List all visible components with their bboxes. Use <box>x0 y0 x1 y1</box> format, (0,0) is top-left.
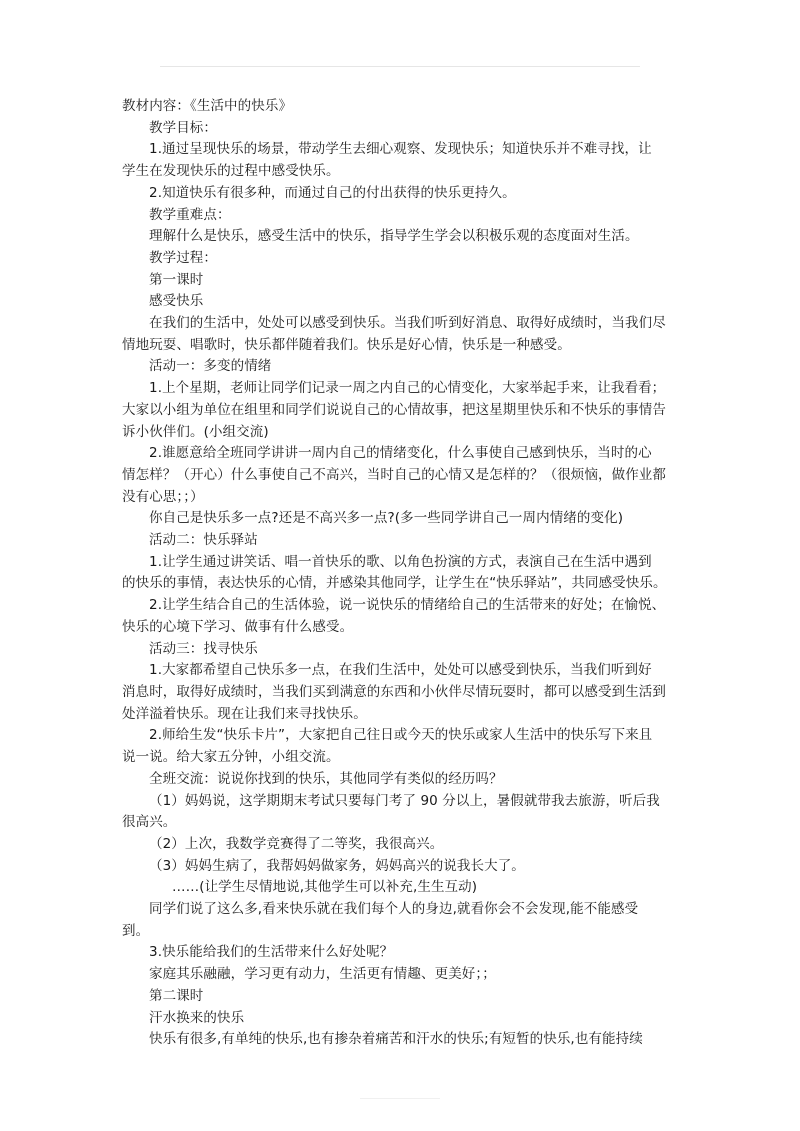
paragraph-line: 快乐的心境下学习、做事有什么感受。 <box>122 618 354 635</box>
header-rule <box>160 66 640 67</box>
paragraph-line: 1.让学生通过讲笑话、唱一首快乐的歌、以角色扮演的方式，表演自己在生活中遇到 <box>149 553 652 570</box>
paragraph-line: 很高兴。 <box>122 814 177 831</box>
paragraph-line: ……(让学生尽情地说,其他学生可以补充,生生互动) <box>172 879 478 896</box>
paragraph-line: 情地玩耍、唱歌时，快乐都伴随着我们。快乐是好心情，快乐是一种感受。 <box>122 336 571 353</box>
list-item: （2）上次，我数学竞赛得了二等奖，我很高兴。 <box>149 835 444 852</box>
list-item: （3）妈妈生病了，我帮妈妈做家务，妈妈高兴的说我长大了。 <box>149 857 525 874</box>
paragraph-line: 3.快乐能给我们的生活带来什么好处呢？ <box>149 944 394 961</box>
paragraph-line: 2.师给生发“快乐卡片”，大家把自己往日或今天的快乐或家人生活中的快乐写下来且 <box>149 727 653 744</box>
paragraph-line: 同学们说了这么多,看来快乐就在我们每个人的身边,就看你会不会发现,能不能感受 <box>149 901 639 918</box>
paragraph-line: 处洋溢着快乐。现在让我们来寻找快乐。 <box>122 705 367 722</box>
lesson-period-heading: 第二课时 <box>149 987 204 1004</box>
paragraph-line: 消息时，取得好成绩时，当我们买到满意的东西和小伙伴尽情玩耍时，都可以感受到生活到 <box>122 683 666 700</box>
paragraph-line: 理解什么是快乐，感受生活中的快乐，指导学生学会以积极乐观的态度面对生活。 <box>149 228 639 245</box>
paragraph-line: 没有心思；；） <box>122 488 204 505</box>
paragraph-line: 2.让学生结合自己的生活体验，说一说快乐的情绪给自己的生活带来的好处；在愉悦、 <box>149 597 666 614</box>
paragraph-line: 2.谁愿意给全班同学讲讲一周内自己的情绪变化，什么事使自己感到快乐，当时的心 <box>149 445 652 462</box>
section-heading-process: 教学过程： <box>149 249 217 266</box>
paragraph-line: 你自己是快乐多一点?还是不高兴多一点?(多一些同学讲自己一周内情绪的变化) <box>149 510 624 527</box>
paragraph-line: 诉小伙伴们。(小组交流) <box>122 423 269 440</box>
lesson-period-heading: 第一课时 <box>149 271 204 288</box>
paragraph-line: 家庭其乐融融，学习更有动力，生活更有情趣、更美好；； <box>149 966 496 983</box>
paragraph-line: 大家以小组为单位在组里和同学们说说自己的心情故事，把这星期里快乐和不快乐的事情告 <box>122 401 666 418</box>
paragraph-line: 1.大家都希望自己快乐多一点，在我们生活中，处处可以感受到快乐，当我们听到好 <box>149 662 652 679</box>
section-heading-objectives: 教学目标： <box>149 119 217 136</box>
lesson-title: 教材内容：《生活中的快乐》 <box>122 98 293 114</box>
subsection-heading: 感受快乐 <box>149 293 204 310</box>
activity-heading: 活动一：多变的情绪 <box>149 358 272 375</box>
paragraph-line: 快乐有很多,有单纯的快乐,也有掺杂着痛苦和汗水的快乐;有短暂的快乐,也有能持续 <box>149 1031 643 1048</box>
activity-heading: 活动三：找寻快乐 <box>149 640 258 657</box>
paragraph-line: 在我们的生活中，处处可以感受到快乐。当我们听到好消息、取得好成绩时，当我们尽 <box>149 315 666 332</box>
paragraph-line: 2.知道快乐有很多种，而通过自己的付出获得的快乐更持久。 <box>149 184 516 201</box>
footer-rule <box>360 1098 440 1099</box>
paragraph-line: 说一说。给大家五分钟，小组交流。 <box>122 749 340 766</box>
paragraph-line: 1.上个星期，老师让同学们记录一周之内自己的心情变化，大家举起手来，让我看看； <box>149 380 666 397</box>
paragraph-line: 全班交流：说说你找到的快乐，其他同学有类似的经历吗？ <box>149 770 503 787</box>
paragraph-line: 1.通过呈现快乐的场景，带动学生去细心观察、发现快乐；知道快乐并不难寻找，让 <box>149 141 652 158</box>
paragraph-line: 到。 <box>122 922 150 939</box>
list-item: （1）妈妈说，这学期期末考试只要每门考了 90 分以上，暑假就带我去旅游，听后我 <box>149 792 660 809</box>
subsection-heading: 汗水换来的快乐 <box>149 1009 245 1026</box>
document-body <box>122 96 682 1051</box>
paragraph-line: 学生在发现快乐的过程中感受快乐。 <box>122 163 340 180</box>
paragraph-line: 情怎样？（开心）什么事使自己不高兴，当时自己的心情又是怎样的？（很烦恼，做作业都 <box>122 466 666 483</box>
paragraph-line: 的快乐的事情，表达快乐的心情，并感染其他同学，让学生在“快乐驿站”，共同感受快乐。 <box>122 575 667 592</box>
section-heading-key-points: 教学重难点： <box>149 206 231 223</box>
activity-heading: 活动二：快乐驿站 <box>149 532 258 549</box>
